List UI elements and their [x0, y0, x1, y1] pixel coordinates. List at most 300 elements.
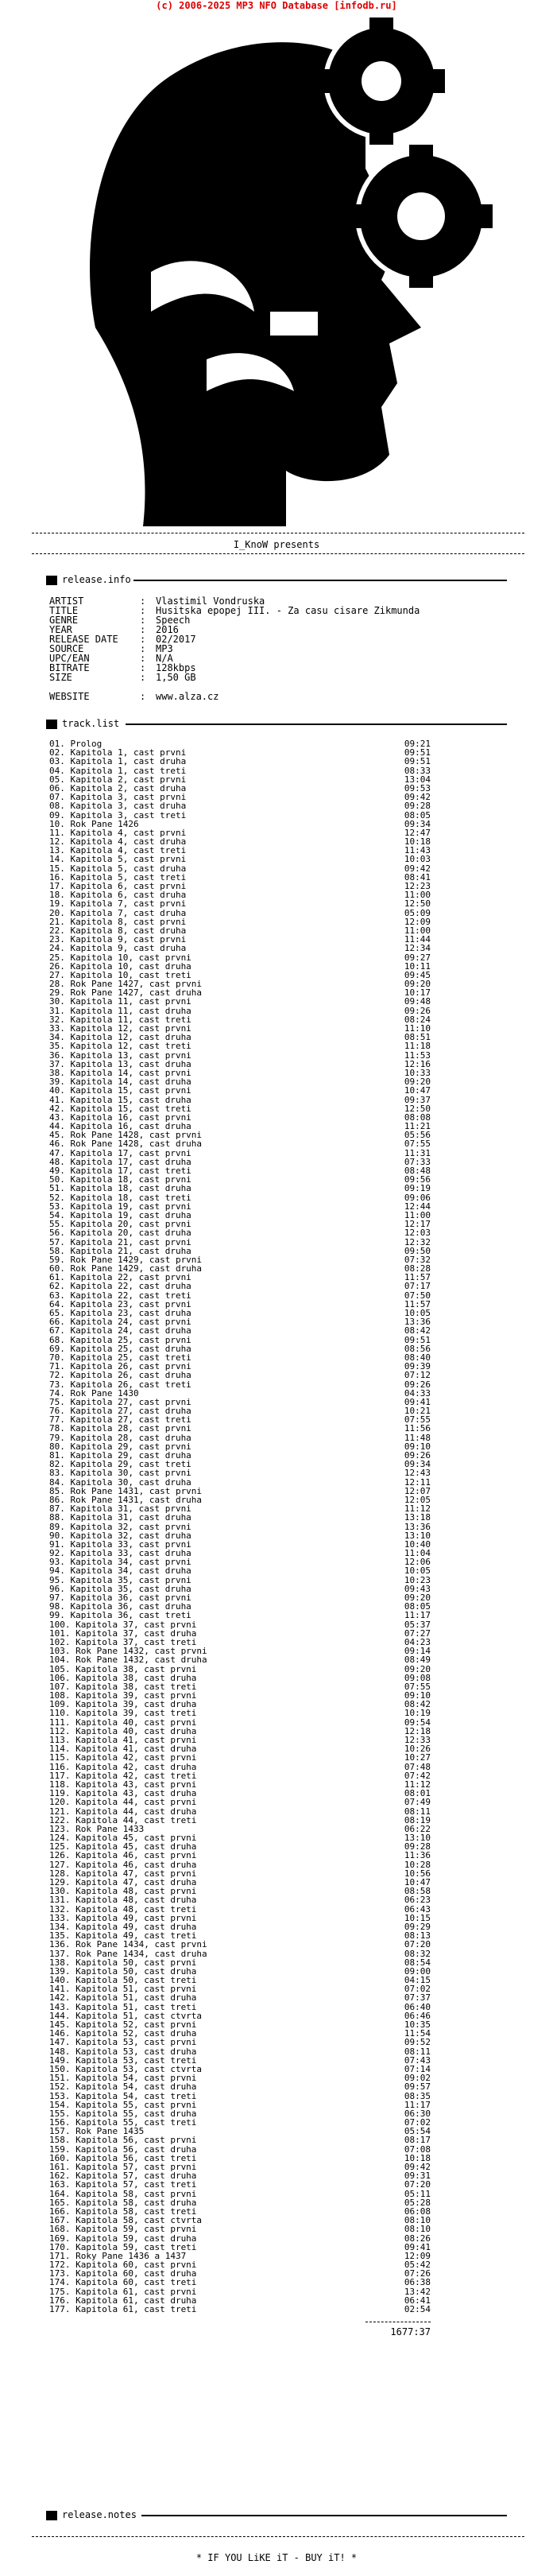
- track-title: 68. Kapitola 25, cast prvni: [49, 1334, 191, 1345]
- track-title: 55. Kapitola 20, cast prvni: [49, 1219, 191, 1230]
- track-duration: 04:15: [404, 1975, 431, 1986]
- track-duration: 10:56: [404, 1868, 431, 1879]
- presents-line: I_KnoW presents: [233, 539, 320, 550]
- track-title: 170. Kapitola 59, cast treti: [49, 2241, 197, 2252]
- track-duration: 06:22: [404, 1823, 431, 1834]
- track-row: [49, 801, 431, 810]
- track-title: 37. Kapitola 13, cast druha: [49, 1058, 191, 1069]
- track-title: 17. Kapitola 6, cast prvni: [49, 881, 187, 891]
- track-duration: 08:41: [404, 871, 431, 883]
- track-duration: 10:35: [404, 2019, 431, 2030]
- track-title: 34. Kapitola 12, cast druha: [49, 1032, 191, 1043]
- divider: [32, 553, 524, 554]
- track-title: 127. Kapitola 46, cast druha: [49, 1859, 197, 1870]
- track-title: 22. Kapitola 8, cast druha: [49, 925, 187, 936]
- track-title: 140. Kapitola 50, cast treti: [49, 1975, 197, 1986]
- track-duration: 07:42: [404, 1770, 431, 1781]
- track-duration: 09:51: [404, 1334, 431, 1345]
- track-duration: 10:17: [404, 987, 431, 999]
- track-duration: 09:45: [404, 969, 431, 980]
- track-duration: 04:33: [404, 1387, 431, 1399]
- track-duration: 10:03: [404, 854, 431, 865]
- track-duration: 07:48: [404, 1761, 431, 1772]
- track-duration: 09:42: [404, 2162, 431, 2172]
- track-row: [49, 2234, 431, 2243]
- track-duration: 10:18: [404, 836, 431, 848]
- track-row: [49, 1371, 431, 1379]
- release-field-value: Husitska epopej III. - Za casu cisare Zikmunda: [156, 605, 420, 616]
- track-duration: 10:40: [404, 1538, 431, 1550]
- track-duration: 07:37: [404, 1992, 431, 2004]
- track-title: 51. Kapitola 18, cast druha: [49, 1183, 191, 1194]
- track-duration: 11:17: [404, 1610, 431, 1621]
- track-title: 119. Kapitola 43, cast druha: [49, 1788, 197, 1799]
- track-title: 164. Kapitola 58, cast prvni: [49, 2188, 197, 2199]
- track-duration: 07:20: [404, 2179, 431, 2190]
- track-title: 73. Kapitola 26, cast treti: [49, 1379, 191, 1390]
- track-title: 118. Kapitola 43, cast prvni: [49, 1779, 197, 1790]
- track-title: 86. Rok Pane 1431, cast druha: [49, 1494, 203, 1505]
- track-duration: 06:23: [404, 1895, 431, 1906]
- track-title: 105. Kapitola 38, cast prvni: [49, 1663, 197, 1674]
- track-title: 109. Kapitola 39, cast druha: [49, 1699, 197, 1710]
- track-duration: 08:42: [404, 1699, 431, 1710]
- release-field-value: MP3: [156, 643, 173, 654]
- track-title: 142. Kapitola 51, cast druha: [49, 1992, 197, 2004]
- release-field-sep: :: [140, 672, 146, 683]
- track-duration: 12:03: [404, 1228, 431, 1239]
- track-duration: 12:09: [404, 916, 431, 927]
- track-title: 89. Kapitola 32, cast prvni: [49, 1521, 191, 1532]
- track-title: 165. Kapitola 58, cast druha: [49, 2197, 197, 2208]
- track-duration: 08:11: [404, 1806, 431, 1817]
- track-duration: 09:50: [404, 1245, 431, 1256]
- nfo-header: (c) 2006-2025 MP3 NFO Database [infodb.ru]: [156, 0, 397, 11]
- track-duration: 05:28: [404, 2197, 431, 2208]
- website-sep: :: [140, 691, 146, 702]
- track-title: 155. Kapitola 55, cast druha: [49, 2108, 197, 2119]
- track-duration: 11:48: [404, 1432, 431, 1443]
- track-title: 27. Kapitola 10, cast treti: [49, 969, 191, 980]
- track-title: 08. Kapitola 3, cast druha: [49, 801, 187, 812]
- track-duration: 06:40: [404, 2001, 431, 2012]
- track-title: 76. Kapitola 27, cast druha: [49, 1406, 191, 1417]
- track-row: [49, 1895, 431, 1904]
- track-title: 101. Kapitola 37, cast druha: [49, 1627, 197, 1639]
- track-duration: 13:42: [404, 2286, 431, 2297]
- track-title: 158. Kapitola 56, cast prvni: [49, 2135, 197, 2146]
- track-duration: 08:54: [404, 1957, 431, 1968]
- track-title: 156. Kapitola 55, cast treti: [49, 2117, 197, 2128]
- track-duration: 06:38: [404, 2277, 431, 2288]
- track-title: 52. Kapitola 18, cast treti: [49, 1192, 191, 1203]
- track-duration: 09:26: [404, 1450, 431, 1461]
- track-duration: 10:05: [404, 1308, 431, 1318]
- track-title: 122. Kapitola 44, cast treti: [49, 1814, 197, 1825]
- track-title: 62. Kapitola 22, cast druha: [49, 1281, 191, 1292]
- track-title: 148. Kapitola 53, cast druha: [49, 2046, 197, 2057]
- track-duration: 07:49: [404, 1797, 431, 1808]
- track-duration: 11:54: [404, 2028, 431, 2039]
- track-title: 176. Kapitola 61, cast druha: [49, 2295, 197, 2306]
- track-duration: 09:48: [404, 996, 431, 1007]
- track-duration: 09:26: [404, 1379, 431, 1390]
- track-title: 13. Kapitola 4, cast treti: [49, 845, 187, 856]
- track-title: 24. Kapitola 9, cast druha: [49, 943, 187, 954]
- track-duration: 09:28: [404, 801, 431, 812]
- release-field-key: GENRE: [49, 615, 79, 626]
- track-duration: 12:43: [404, 1468, 431, 1479]
- track-duration: 09:00: [404, 1965, 431, 1977]
- track-title: 64. Kapitola 23, cast prvni: [49, 1298, 191, 1309]
- track-title: 114. Kapitola 41, cast druha: [49, 1744, 197, 1755]
- track-title: 26. Kapitola 10, cast druha: [49, 960, 191, 972]
- track-duration: 08:08: [404, 1111, 431, 1123]
- track-title: 149. Kapitola 53, cast treti: [49, 2054, 197, 2066]
- track-duration: 10:05: [404, 1565, 431, 1577]
- track-row: [49, 1566, 431, 1575]
- track-duration: 06:30: [404, 2108, 431, 2119]
- track-list: [49, 739, 431, 2314]
- track-duration: 10:47: [404, 1877, 431, 1887]
- track-title: 53. Kapitola 19, cast prvni: [49, 1201, 191, 1212]
- track-duration: 12:34: [404, 943, 431, 954]
- section-track-list: track.list: [62, 718, 120, 729]
- track-title: 160. Kapitola 56, cast treti: [49, 2152, 197, 2163]
- track-duration: 12:50: [404, 898, 431, 910]
- track-title: 87. Kapitola 31, cast prvni: [49, 1503, 191, 1515]
- track-row: [49, 1282, 431, 1290]
- track-duration: 02:54: [404, 2304, 431, 2314]
- track-title: 32. Kapitola 11, cast treti: [49, 1014, 191, 1025]
- track-duration: 07:32: [404, 1254, 431, 1265]
- track-title: 06. Kapitola 2, cast druha: [49, 782, 187, 793]
- track-duration: 09:57: [404, 2081, 431, 2093]
- track-duration: 11:57: [404, 1272, 431, 1283]
- release-field-key: ARTIST: [49, 596, 84, 607]
- track-title: 77. Kapitola 27, cast treti: [49, 1414, 191, 1426]
- track-title: 71. Kapitola 26, cast prvni: [49, 1361, 191, 1372]
- release-field-value: 1,50 GB: [156, 672, 196, 683]
- track-duration: 11:17: [404, 2099, 431, 2110]
- track-title: 151. Kapitola 54, cast prvni: [49, 2073, 197, 2084]
- track-duration: 08:05: [404, 1601, 431, 1612]
- track-duration: 08:58: [404, 1886, 431, 1897]
- track-title: 120. Kapitola 44, cast prvni: [49, 1797, 197, 1808]
- track-title: 147. Kapitola 53, cast prvni: [49, 2037, 197, 2048]
- track-row: [49, 1139, 431, 1148]
- release-field-key: RELEASE DATE: [49, 634, 118, 645]
- track-duration: 12:50: [404, 1103, 431, 1114]
- release-field: [49, 606, 420, 615]
- track-duration: 08:19: [404, 1814, 431, 1825]
- track-duration: 11:36: [404, 1850, 431, 1861]
- release-field-value: Speech: [156, 615, 191, 626]
- track-duration: 09:39: [404, 1361, 431, 1372]
- track-row: [49, 1326, 431, 1335]
- release-field-value: 02/2017: [156, 634, 196, 645]
- track-duration: 08:32: [404, 1948, 431, 1959]
- track-row: [49, 1380, 431, 1389]
- track-duration: 09:20: [404, 1663, 431, 1674]
- track-row: [49, 811, 431, 820]
- track-duration: 08:56: [404, 1343, 431, 1354]
- track-title: 150. Kapitola 53, cast ctvrta: [49, 2063, 203, 2074]
- track-duration: 09:19: [404, 1183, 431, 1194]
- track-duration: 06:08: [404, 2206, 431, 2217]
- track-duration: 09:10: [404, 1441, 431, 1452]
- track-duration: 09:37: [404, 1094, 431, 1105]
- track-duration: 12:06: [404, 1557, 431, 1568]
- track-title: 92. Kapitola 33, cast druha: [49, 1548, 191, 1559]
- track-title: 93. Kapitola 34, cast prvni: [49, 1557, 191, 1568]
- track-duration: 12:33: [404, 1735, 431, 1745]
- track-title: 69. Kapitola 25, cast druha: [49, 1343, 191, 1354]
- track-title: 30. Kapitola 11, cast prvni: [49, 996, 191, 1007]
- release-field-value: 2016: [156, 624, 179, 635]
- track-title: 43. Kapitola 16, cast prvni: [49, 1111, 191, 1123]
- track-row: [49, 1042, 431, 1050]
- track-title: 107. Kapitola 38, cast treti: [49, 1681, 197, 1692]
- track-title: 74. Rok Pane 1430: [49, 1387, 139, 1399]
- track-duration: 11:00: [404, 925, 431, 936]
- track-duration: 07:12: [404, 1370, 431, 1381]
- track-title: 131. Kapitola 48, cast druha: [49, 1895, 197, 1906]
- track-duration: 07:20: [404, 1939, 431, 1950]
- track-duration: 08:42: [404, 1325, 431, 1336]
- track-duration: 09:41: [404, 2241, 431, 2252]
- track-row: [49, 1468, 431, 1477]
- release-field-sep: :: [140, 596, 146, 607]
- track-title: 130. Kapitola 48, cast prvni: [49, 1886, 197, 1897]
- track-title: 110. Kapitola 39, cast treti: [49, 1708, 197, 1719]
- track-title: 18. Kapitola 6, cast druha: [49, 890, 187, 901]
- release-field-value: Vlastimil Vondruska: [156, 596, 265, 607]
- track-title: 16. Kapitola 5, cast treti: [49, 871, 187, 883]
- track-duration: 12:07: [404, 1485, 431, 1496]
- track-row: [49, 855, 431, 863]
- track-row: [49, 1753, 431, 1762]
- track-title: 67. Kapitola 24, cast druha: [49, 1325, 191, 1336]
- track-row: [49, 1993, 431, 2002]
- track-title: 46. Rok Pane 1428, cast druha: [49, 1139, 203, 1150]
- track-duration: 09:29: [404, 1921, 431, 1932]
- track-title: 80. Kapitola 29, cast prvni: [49, 1441, 191, 1452]
- track-duration: 09:20: [404, 1593, 431, 1603]
- track-title: 103. Rok Pane 1432, cast prvni: [49, 1646, 207, 1657]
- track-title: 175. Kapitola 61, cast prvni: [49, 2286, 197, 2297]
- track-title: 112. Kapitola 40, cast druha: [49, 1725, 197, 1736]
- track-title: 33. Kapitola 12, cast prvni: [49, 1023, 191, 1034]
- track-title: 145. Kapitola 52, cast prvni: [49, 2019, 197, 2030]
- track-duration: 09:41: [404, 1396, 431, 1407]
- track-title: 121. Kapitola 44, cast druha: [49, 1806, 197, 1817]
- track-row: [49, 944, 431, 952]
- track-duration: 10:15: [404, 1912, 431, 1923]
- track-duration: 07:17: [404, 1281, 431, 1292]
- track-row: [49, 1238, 431, 1247]
- track-duration: 09:08: [404, 1672, 431, 1683]
- track-duration: 05:09: [404, 907, 431, 918]
- track-title: 82. Kapitola 29, cast treti: [49, 1459, 191, 1470]
- track-title: 136. Rok Pane 1434, cast prvni: [49, 1939, 207, 1950]
- track-title: 48. Kapitola 17, cast druha: [49, 1156, 191, 1167]
- track-title: 25. Kapitola 10, cast prvni: [49, 952, 191, 963]
- track-title: 35. Kapitola 12, cast treti: [49, 1041, 191, 1052]
- track-duration: 12:47: [404, 827, 431, 838]
- track-row: [49, 1940, 431, 1949]
- track-title: 36. Kapitola 13, cast prvni: [49, 1049, 191, 1061]
- track-duration: 11:00: [404, 890, 431, 901]
- track-title: 102. Kapitola 37, cast treti: [49, 1636, 197, 1647]
- track-row: [49, 1096, 431, 1104]
- track-title: 04. Kapitola 1, cast treti: [49, 765, 187, 776]
- track-duration: 09:43: [404, 1583, 431, 1594]
- track-title: 139. Kapitola 50, cast druha: [49, 1965, 197, 1977]
- track-duration: 09:28: [404, 1841, 431, 1852]
- track-title: 70. Kapitola 25, cast treti: [49, 1352, 191, 1363]
- track-row: [49, 2180, 431, 2189]
- track-title: 88. Kapitola 31, cast druha: [49, 1512, 191, 1523]
- track-title: 59. Rok Pane 1429, cast prvni: [49, 1254, 203, 1265]
- track-title: 125. Kapitola 45, cast druha: [49, 1841, 197, 1852]
- release-field-key: SIZE: [49, 672, 72, 683]
- track-title: 91. Kapitola 33, cast prvni: [49, 1538, 191, 1550]
- track-duration: 11:04: [404, 1548, 431, 1559]
- track-duration: 06:43: [404, 1903, 431, 1915]
- release-field-sep: :: [140, 662, 146, 673]
- track-title: 129. Kapitola 47, cast druha: [49, 1877, 197, 1887]
- track-title: 57. Kapitola 21, cast prvni: [49, 1236, 191, 1247]
- track-title: 124. Kapitola 45, cast prvni: [49, 1833, 197, 1844]
- track-title: 60. Rok Pane 1429, cast druha: [49, 1263, 203, 1274]
- release-field-sep: :: [140, 615, 146, 626]
- track-row: [49, 1513, 431, 1522]
- track-duration: 10:28: [404, 1859, 431, 1870]
- release-field-sep: :: [140, 605, 146, 616]
- track-row: [49, 2038, 431, 2046]
- track-row: [49, 1851, 431, 1860]
- track-title: 161. Kapitola 57, cast prvni: [49, 2162, 197, 2172]
- track-duration: 08:10: [404, 2215, 431, 2226]
- track-title: 153. Kapitola 54, cast treti: [49, 2090, 197, 2101]
- track-title: 01. Prolog: [49, 739, 102, 749]
- track-duration: 05:37: [404, 1619, 431, 1630]
- track-title: 117. Kapitola 42, cast treti: [49, 1770, 197, 1781]
- track-title: 169. Kapitola 59, cast druha: [49, 2233, 197, 2244]
- track-title: 162. Kapitola 57, cast druha: [49, 2171, 197, 2182]
- track-duration: 08:11: [404, 2046, 431, 2057]
- track-duration: 11:10: [404, 1023, 431, 1034]
- track-title: 134. Kapitola 49, cast druha: [49, 1921, 197, 1932]
- track-duration: 07:43: [404, 2054, 431, 2066]
- release-field: [49, 673, 196, 682]
- track-title: 115. Kapitola 42, cast prvni: [49, 1752, 197, 1763]
- track-title: 133. Kapitola 49, cast prvni: [49, 1912, 197, 1923]
- track-row: [49, 997, 431, 1006]
- track-title: 49. Kapitola 17, cast treti: [49, 1166, 191, 1176]
- release-field-sep: :: [140, 643, 146, 654]
- track-title: 98. Kapitola 36, cast druha: [49, 1601, 191, 1612]
- track-row: [49, 899, 431, 908]
- track-duration: 07:55: [404, 1414, 431, 1426]
- release-field-key: BITRATE: [49, 662, 90, 673]
- track-row: [49, 1949, 431, 1958]
- track-duration: 13:10: [404, 1833, 431, 1844]
- track-duration: 12:05: [404, 1494, 431, 1505]
- track-duration: 11:21: [404, 1121, 431, 1132]
- track-duration: 08:17: [404, 2135, 431, 2146]
- track-duration: 09:42: [404, 863, 431, 874]
- track-duration: 12:11: [404, 1476, 431, 1488]
- track-duration: 12:32: [404, 1236, 431, 1247]
- track-duration: 07:02: [404, 1984, 431, 1995]
- track-duration: 08:28: [404, 1263, 431, 1274]
- track-duration: 07:27: [404, 1627, 431, 1639]
- track-duration: 12:18: [404, 1725, 431, 1736]
- track-row: [49, 2136, 431, 2144]
- track-duration: 12:23: [404, 881, 431, 891]
- track-title: 41. Kapitola 15, cast druha: [49, 1094, 191, 1105]
- track-duration: 07:08: [404, 2143, 431, 2155]
- track-title: 146. Kapitola 52, cast druha: [49, 2028, 197, 2039]
- track-duration: 10:21: [404, 1406, 431, 1417]
- track-duration: 09:02: [404, 2073, 431, 2084]
- track-title: 29. Rok Pane 1427, cast druha: [49, 987, 203, 999]
- track-title: 167. Kapitola 58, cast ctvrta: [49, 2215, 203, 2226]
- track-title: 157. Rok Pane 1435: [49, 2126, 145, 2137]
- track-duration: 13:36: [404, 1521, 431, 1532]
- track-duration: 06:46: [404, 2010, 431, 2021]
- section-release-info: release.info: [62, 574, 131, 585]
- track-title: 106. Kapitola 38, cast druha: [49, 1672, 197, 1683]
- track-row: [49, 1798, 431, 1806]
- track-row: [49, 1807, 431, 1816]
- track-title: 174. Kapitola 60, cast treti: [49, 2277, 197, 2288]
- track-duration: 08:40: [404, 1352, 431, 1363]
- track-title: 138. Kapitola 50, cast prvni: [49, 1957, 197, 1968]
- track-duration: 07:26: [404, 2268, 431, 2279]
- track-title: 177. Kapitola 61, cast treti: [49, 2304, 197, 2314]
- track-title: 172. Kapitola 60, cast prvni: [49, 2260, 197, 2271]
- track-duration: 09:26: [404, 1005, 431, 1016]
- track-row: [49, 1665, 431, 1674]
- track-title: 03. Kapitola 1, cast druha: [49, 756, 187, 767]
- track-title: 108. Kapitola 39, cast prvni: [49, 1690, 197, 1701]
- website-value: www.alza.cz: [156, 691, 219, 702]
- track-duration: 07:33: [404, 1156, 431, 1167]
- track-duration: 04:23: [404, 1636, 431, 1647]
- track-duration: 07:14: [404, 2063, 431, 2074]
- section-release-notes: release.notes: [62, 2509, 137, 2520]
- release-field-value: 128kbps: [156, 662, 196, 673]
- track-title: 75. Kapitola 27, cast prvni: [49, 1396, 191, 1407]
- track-title: 171. Roky Pane 1436 a 1437: [49, 2250, 187, 2261]
- track-duration: 09:51: [404, 747, 431, 758]
- track-duration: 11:44: [404, 934, 431, 945]
- track-title: 65. Kapitola 23, cast druha: [49, 1308, 191, 1318]
- track-title: 78. Kapitola 28, cast prvni: [49, 1423, 191, 1434]
- track-duration: 13:36: [404, 1317, 431, 1328]
- track-title: 135. Kapitola 49, cast treti: [49, 1930, 197, 1942]
- track-title: 81. Kapitola 29, cast druha: [49, 1450, 191, 1461]
- release-field-key: YEAR: [49, 624, 72, 635]
- track-duration: 11:43: [404, 845, 431, 856]
- track-duration: 09:34: [404, 1459, 431, 1470]
- track-duration: 05:11: [404, 2188, 431, 2199]
- track-duration: 12:17: [404, 1219, 431, 1230]
- track-title: 28. Rok Pane 1427, cast prvni: [49, 979, 203, 990]
